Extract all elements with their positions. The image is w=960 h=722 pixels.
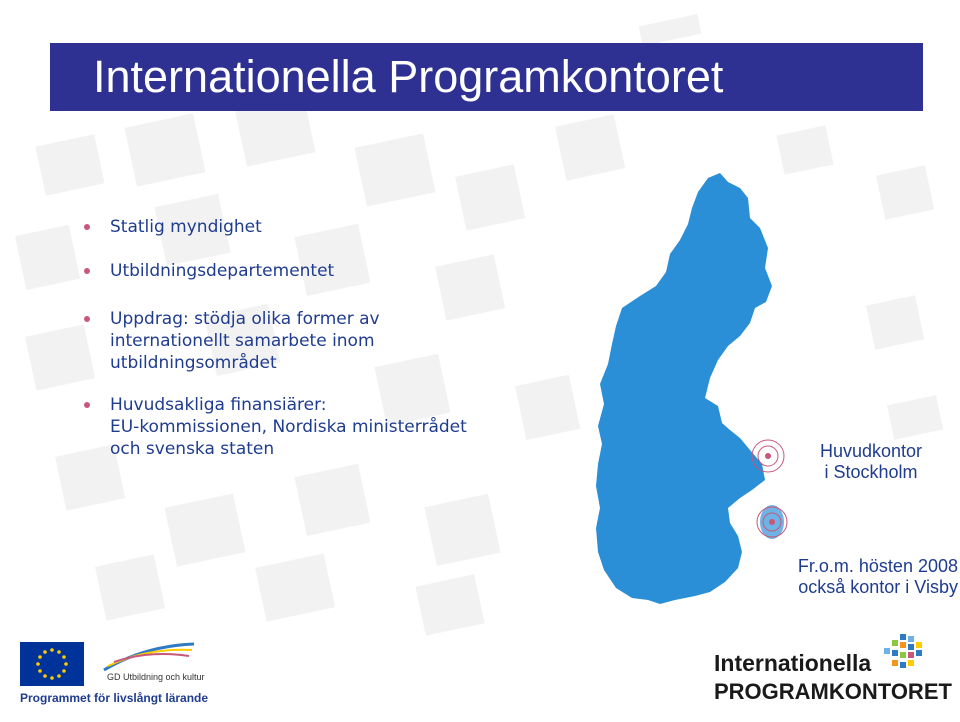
slide-title: Internationella Programkontoret: [50, 43, 923, 111]
logo-text-line2: PROGRAMKONTORET: [714, 679, 952, 704]
gd-label: GD Utbildning och kultur: [107, 672, 205, 682]
sweden-shape: [596, 173, 772, 604]
bullet-dot: [84, 316, 90, 322]
bullet-item: Uppdrag: stödja olika former av internationellt samarbete inom utbildningsområdet: [84, 308, 554, 374]
visby-label: Fr.o.m. hösten 2008 också kontor i Visby: [797, 556, 958, 597]
bullet-dot: [84, 268, 90, 274]
program-label: Programmet för livslångt lärande: [20, 691, 209, 705]
logo-dots-icon: [870, 632, 930, 677]
eu-flag-icon: [20, 642, 84, 686]
bullet-item: Statlig myndighet: [84, 216, 554, 238]
footer-right-logo: [710, 630, 950, 715]
logo-text-line1: Internationella: [714, 650, 872, 676]
bullet-list: [84, 216, 554, 480]
visby-marker: [757, 505, 787, 539]
hq-label: Huvudkontor i Stockholm: [819, 441, 923, 482]
lifelong-learning-swoosh-icon: [94, 636, 204, 676]
sweden-map: [590, 168, 790, 608]
bullet-item: Huvudsakliga finansiärer: EU-kommissionen, Nordiska ministerrådet och svenska staten: [84, 394, 554, 460]
stockholm-marker: [752, 440, 784, 472]
bullet-dot: [84, 224, 90, 230]
bullet-item: Utbildningsdepartementet: [84, 260, 554, 282]
bullet-dot: [84, 402, 90, 408]
